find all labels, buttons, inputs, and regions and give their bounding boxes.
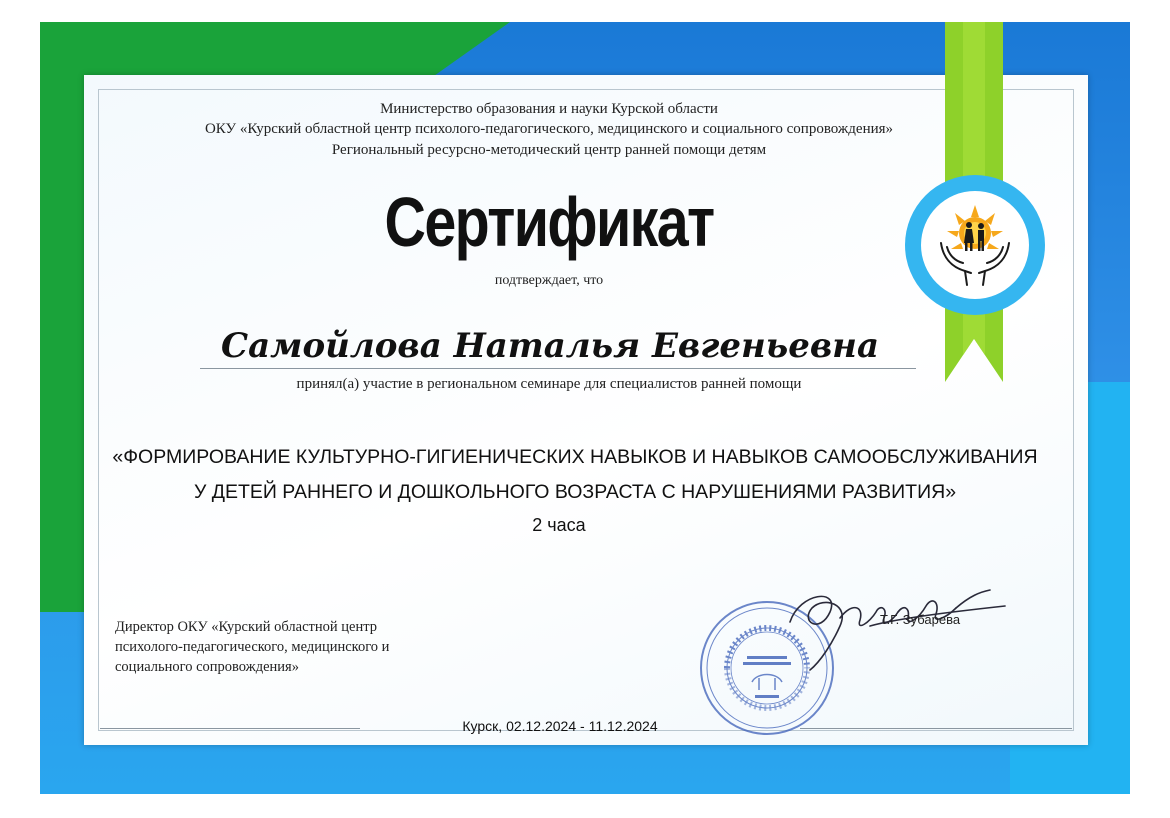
director-line-2: психолого-педагогического, медицинского и	[115, 639, 390, 655]
center-line: Региональный ресурсно-методический центр ранней помощи детям	[331, 142, 767, 158]
signer-name: Т.Г. Зубарева	[880, 612, 961, 627]
organization-line: ОКУ «Курский областной центр психолого-педагогического, медицинского и социального сопровождения»	[204, 121, 894, 137]
hours-text: 2 часа	[532, 515, 586, 535]
director-title	[115, 617, 445, 677]
director-line-1: Директор ОКУ «Курский областной центр	[115, 619, 377, 635]
bottom-line-right	[800, 728, 1072, 729]
bottom-line-left	[100, 728, 360, 729]
ministry-line: Министерство образования и науки Курской области	[380, 101, 718, 117]
place-date: Курск, 02.12.2024 - 11.12.2024	[462, 718, 658, 734]
confirms-text: подтверждает, что	[494, 273, 604, 288]
topic-line-2: У ДЕТЕЙ РАННЕГО И ДОШКОЛЬНОГО ВОЗРАСТА С НАРУШЕНИЯМИ РАЗВИТИЯ»	[193, 481, 957, 503]
name-underline	[200, 368, 916, 369]
recipient-name: Самойлова Наталья Евгеньевна	[221, 326, 879, 366]
participation-text: принял(а) участие в региональном семинаре для специалистов ранней помощи	[296, 376, 802, 392]
certificate-title: Сертификат	[384, 183, 714, 261]
topic-line-1: «ФОРМИРОВАНИЕ КУЛЬТУРНО-ГИГИЕНИЧЕСКИХ НАВЫКОВ И НАВЫКОВ САМООБСЛУЖИВАНИЯ	[112, 446, 1038, 468]
frame-green-corner	[40, 22, 510, 82]
director-line-3: социального сопровождения»	[115, 659, 299, 675]
handwritten-signature	[780, 582, 1010, 672]
